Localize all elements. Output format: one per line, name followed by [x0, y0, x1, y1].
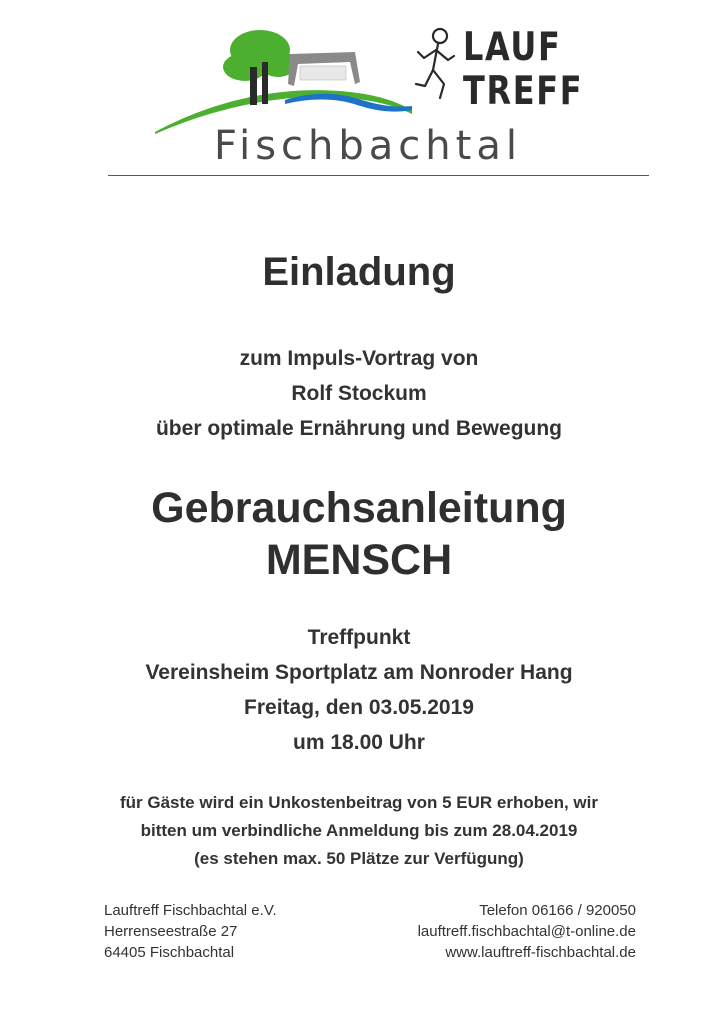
- intro-line-3: über optimale Ernährung und Bewegung: [155, 417, 562, 440]
- logo-treff-text: TREFF: [463, 69, 584, 114]
- fee-note-line-1: für Gäste wird ein Unkostenbeitrag von 5 EUR erhoben, wir: [120, 793, 598, 812]
- footer-address: [104, 900, 277, 963]
- fee-note: [0, 789, 718, 873]
- talk-title: [0, 482, 718, 586]
- intro-line-1: zum Impuls-Vortrag von: [239, 347, 479, 370]
- page-title: Einladung: [262, 250, 456, 294]
- talk-title-line-1: Gebrauchsanleitung: [151, 484, 567, 532]
- logo: [150, 22, 584, 172]
- meeting-location: Vereinsheim Sportplatz am Nonroder Hang: [145, 661, 573, 684]
- meeting-block: [0, 620, 718, 760]
- meeting-label: Treffpunkt: [307, 626, 411, 649]
- logo-place-text: Fischbachtal: [214, 123, 522, 169]
- footer-website[interactable]: www.lauftreff-fischbachtal.de: [445, 944, 636, 961]
- footer-phone: Telefon 06166 / 920050: [479, 902, 636, 919]
- meeting-date: Freitag, den 03.05.2019: [244, 696, 474, 719]
- intro-speaker: Rolf Stockum: [291, 382, 427, 405]
- meeting-time: um 18.00 Uhr: [293, 731, 425, 754]
- intro-block: [0, 341, 718, 446]
- fee-note-line-2: bitten um verbindliche Anmeldung bis zum 28.04.2019: [140, 821, 578, 840]
- fee-note-line-3: (es stehen max. 50 Plätze zur Verfügung): [194, 849, 524, 868]
- header-divider: [108, 175, 649, 176]
- logo-lauf-text: LAUF: [463, 25, 562, 70]
- footer-city: 64405 Fischbachtal: [104, 944, 235, 961]
- runner-icon: [416, 29, 454, 98]
- footer-contact: [418, 900, 636, 963]
- talk-title-line-2: MENSCH: [265, 536, 453, 584]
- footer-email[interactable]: lauftreff.fischbachtal@t-online.de: [417, 923, 636, 940]
- footer-org: Lauftreff Fischbachtal e.V.: [104, 902, 277, 919]
- footer-street: Herrenseestraße 27: [104, 923, 238, 940]
